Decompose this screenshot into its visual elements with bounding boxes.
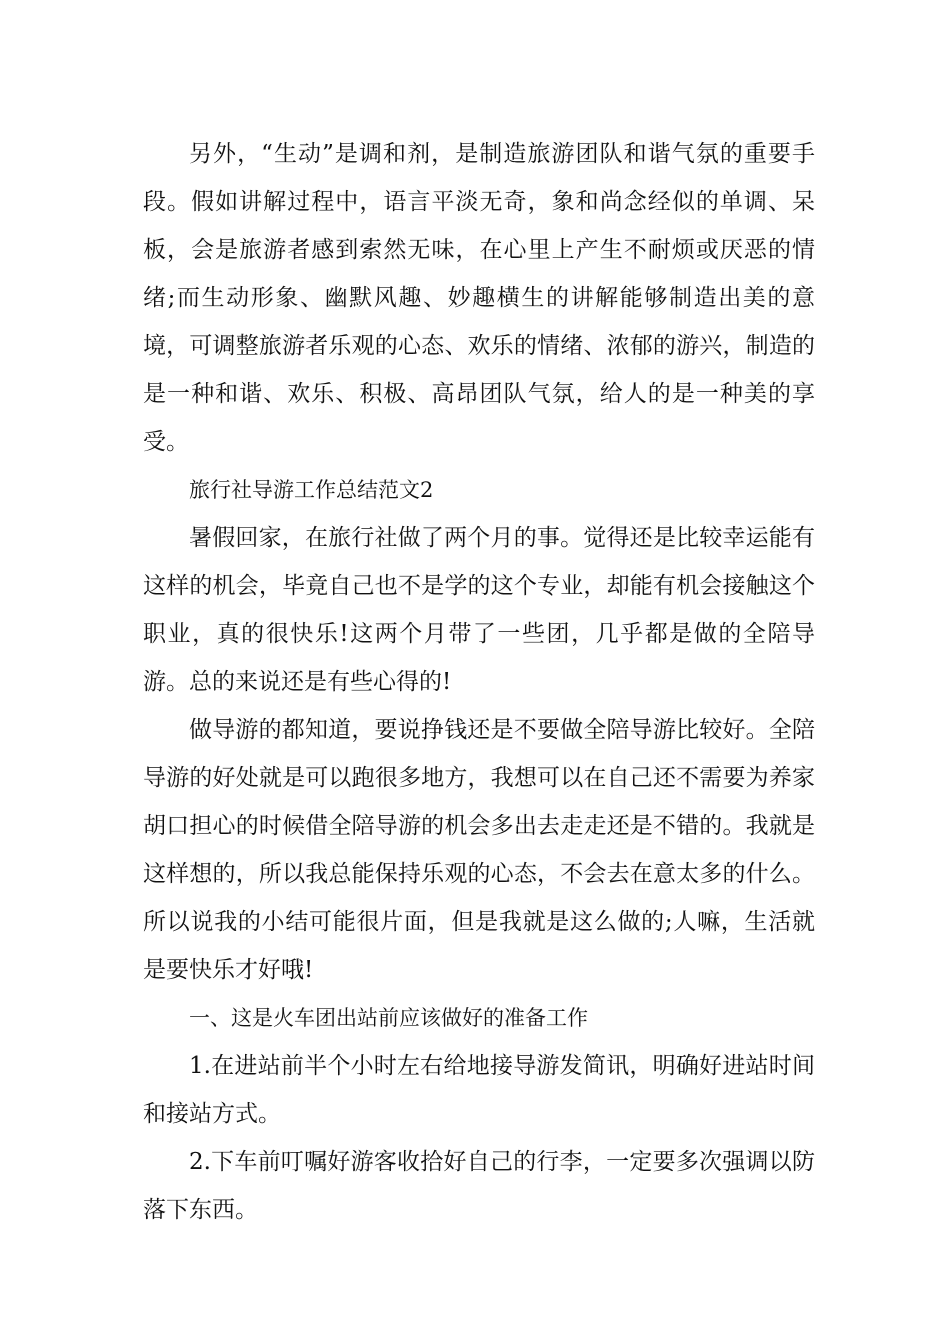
subsection-title: 一、这是火车团出站前应该做好的准备工作	[189, 1006, 588, 1030]
paragraph-guide: 做导游的都知道，要说挣钱还是不要做全陪导游比较好。全陪导游的好处就是可以跑很多地方，我想可以在自己还不需要为养家胡口担心的时候借全陪导游的机会多出去走走还是不错的。我就是这样想的，所以我总能保持乐观的心态，不会去在意太多的什么。所以说我的小结可能很片面，但是我就是这么做的;人嘛，生活就是要快乐才好哦!	[143, 717, 815, 983]
list-item-1: 1.在进站前半个小时左右给地接导游发简讯，明确好进站时间和接站方式。	[143, 1053, 815, 1127]
paragraph-summer: 暑假回家，在旅行社做了两个月的事。觉得还是比较幸运能有这样的机会，毕竟自己也不是学的这个专业，却能有机会接触这个职业，真的很快乐!这两个月带了一些团，几乎都是做的全陪导游。总的来说还是有些心得的!	[143, 525, 815, 695]
paragraph-atmosphere: 另外，“生动”是调和剂，是制造旅游团队和谐气氛的重要手段。假如讲解过程中，语言平淡无奇，象和尚念经似的单调、呆板，会是旅游者感到索然无味，在心里上产生不耐烦或厌恶的情绪;而生动形象、幽默风趣、妙趣横生的讲解能够制造出美的意境，可调整旅游者乐观的心态、欢乐的情绪、浓郁的游兴，制造的是一种和谐、欢乐、积极、高昂团队气氛，给人的是一种美的享受。	[143, 141, 815, 455]
document-body	[143, 130, 815, 1234]
list-item-2: 2.下车前叮嘱好游客收拾好自己的行李，一定要多次强调以防落下东西。	[143, 1149, 815, 1223]
section-title: 旅行社导游工作总结范文2	[189, 478, 434, 502]
